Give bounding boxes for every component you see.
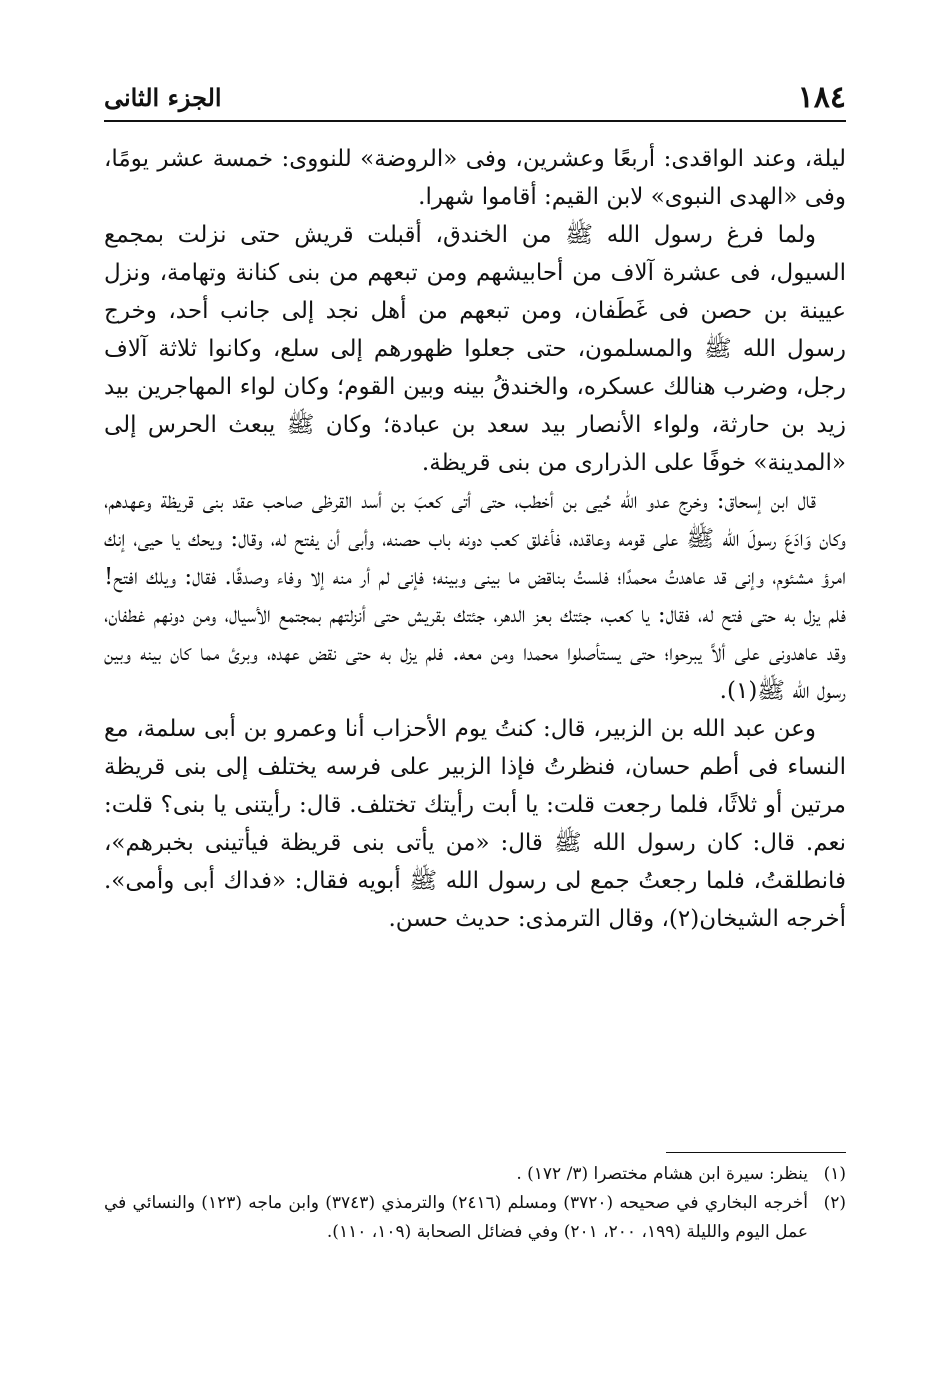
main-text: [104, 140, 846, 938]
footnote-text: أخرجه البخاري في صحيحه (٣٧٢٠) ومسلم (٢٤١٦) والترمذي (٣٧٤٣) وابن ماجه (١٢٣) والنسائي في عمل اليوم والليلة (١٩٩، ٢٠٠، ٢٠١) وفي فضائل الصحابة (١٠٩، ١١٠).: [104, 1193, 808, 1242]
part-title: الجزء الثانى: [104, 83, 222, 112]
book-page: [104, 0, 846, 1376]
paragraph: قال ابن إسحاق: وخرج عدو الله حُيى بن أخطب، حتى أتى كعبَ بن أسد القرظى صاحب عقد بنى قريظة وعهدهم، وكان وَادَعَ رسولَ الله ﷺ على قومه وعاقده، فأغلق كعب دونه باب حصنه، وأبى أن يفتح له، وقال: ويحك يا حيى، إنك امرؤ مشئوم، وإنى قد عاهدتُ محمدًا؛ فلستُ بناقض ما بينى وبينه؛ فإنى لم أر منه إلا وفاء وصدقًا. فقال: ويلك افتح! فلم يزل به حتى فتح له، فقال: يا كعب، جئتك بعز الدهر، جئتك بقريش حتى أنزلتهم بمجتمع الأسيال، ومن دونهم غطفان، وقد عاهدونى على ألاَّ يبرحوا؛ حتى يستأصلوا محمدا ومن معه. فلم يزل به حتى نقض عهده، وبرئ مما كان بينه وبين رسول الله ﷺ(١).: [104, 488, 846, 704]
page-number: ١٨٤: [797, 80, 846, 115]
paragraph: وعن عبد الله بن الزبير، قال: كنتُ يوم الأحزاب أنا وعمرو بن أبى سلمة، مع النساء فى أطم حسان، فنظرتُ فإذا الزبير على فرسه يختلف إلى بنى قريظة مرتين أو ثلاثًا، فلما رجعت قلت: يا أبت رأيتك تختلف. قال: رأيتنى يا بنى؟ قلت: نعم. قال: كان رسول الله ﷺ قال: «من يأتى بنى قريظة فيأتينى بخبرهم»، فانطلقتُ، فلما رجعتُ جمع لى رسول الله ﷺ أبويه فقال: «فداك أبى وأمى». أخرجه الشيخان(٢)، وقال الترمذى: حديث حسن.: [104, 716, 846, 932]
paragraph: ليلة، وعند الواقدى: أربعًا وعشرين، وفى «الروضة» للنووى: خمسة عشر يومًا، وفى «الهدى النبوى» لابن القيم: أقاموا شهرا.: [104, 146, 846, 210]
header-divider: [104, 120, 846, 122]
footnote: [104, 1189, 846, 1247]
footnotes: [104, 1160, 846, 1247]
footnote-text: ينظر: سيرة ابن هشام مختصرا (٣/ ١٧٢) .: [516, 1164, 808, 1184]
footnote-divider: [666, 1152, 846, 1153]
footnote: [104, 1160, 846, 1189]
footnote-marker: (٢): [823, 1193, 846, 1213]
paragraph: ولما فرغ رسول الله ﷺ من الخندق، أقبلت قريش حتى نزلت بمجمع السيول، فى عشرة آلاف من أحابيشهم ومن تبعهم من بنى كنانة وتهامة، ونزل عيينة بن حصن فى غَطَفان، ومن تبعهم من أهل نجد إلى جانب أحد، وخرج رسول الله ﷺ والمسلمون، حتى جعلوا ظهورهم إلى سلع، وكانوا ثلاثة آلاف رجل، وضرب هنالك عسكره، والخندقُ بينه وبين القوم؛ وكان لواء المهاجرين بيد زيد بن حارثة، ولواء الأنصار بيد سعد بن عبادة؛ وكان ﷺ يبعث الحرس إلى «المدينة» خوفًا على الذرارى من بنى قريظة.: [104, 222, 846, 476]
page-header: [104, 78, 846, 118]
footnote-marker: (١): [823, 1164, 846, 1184]
